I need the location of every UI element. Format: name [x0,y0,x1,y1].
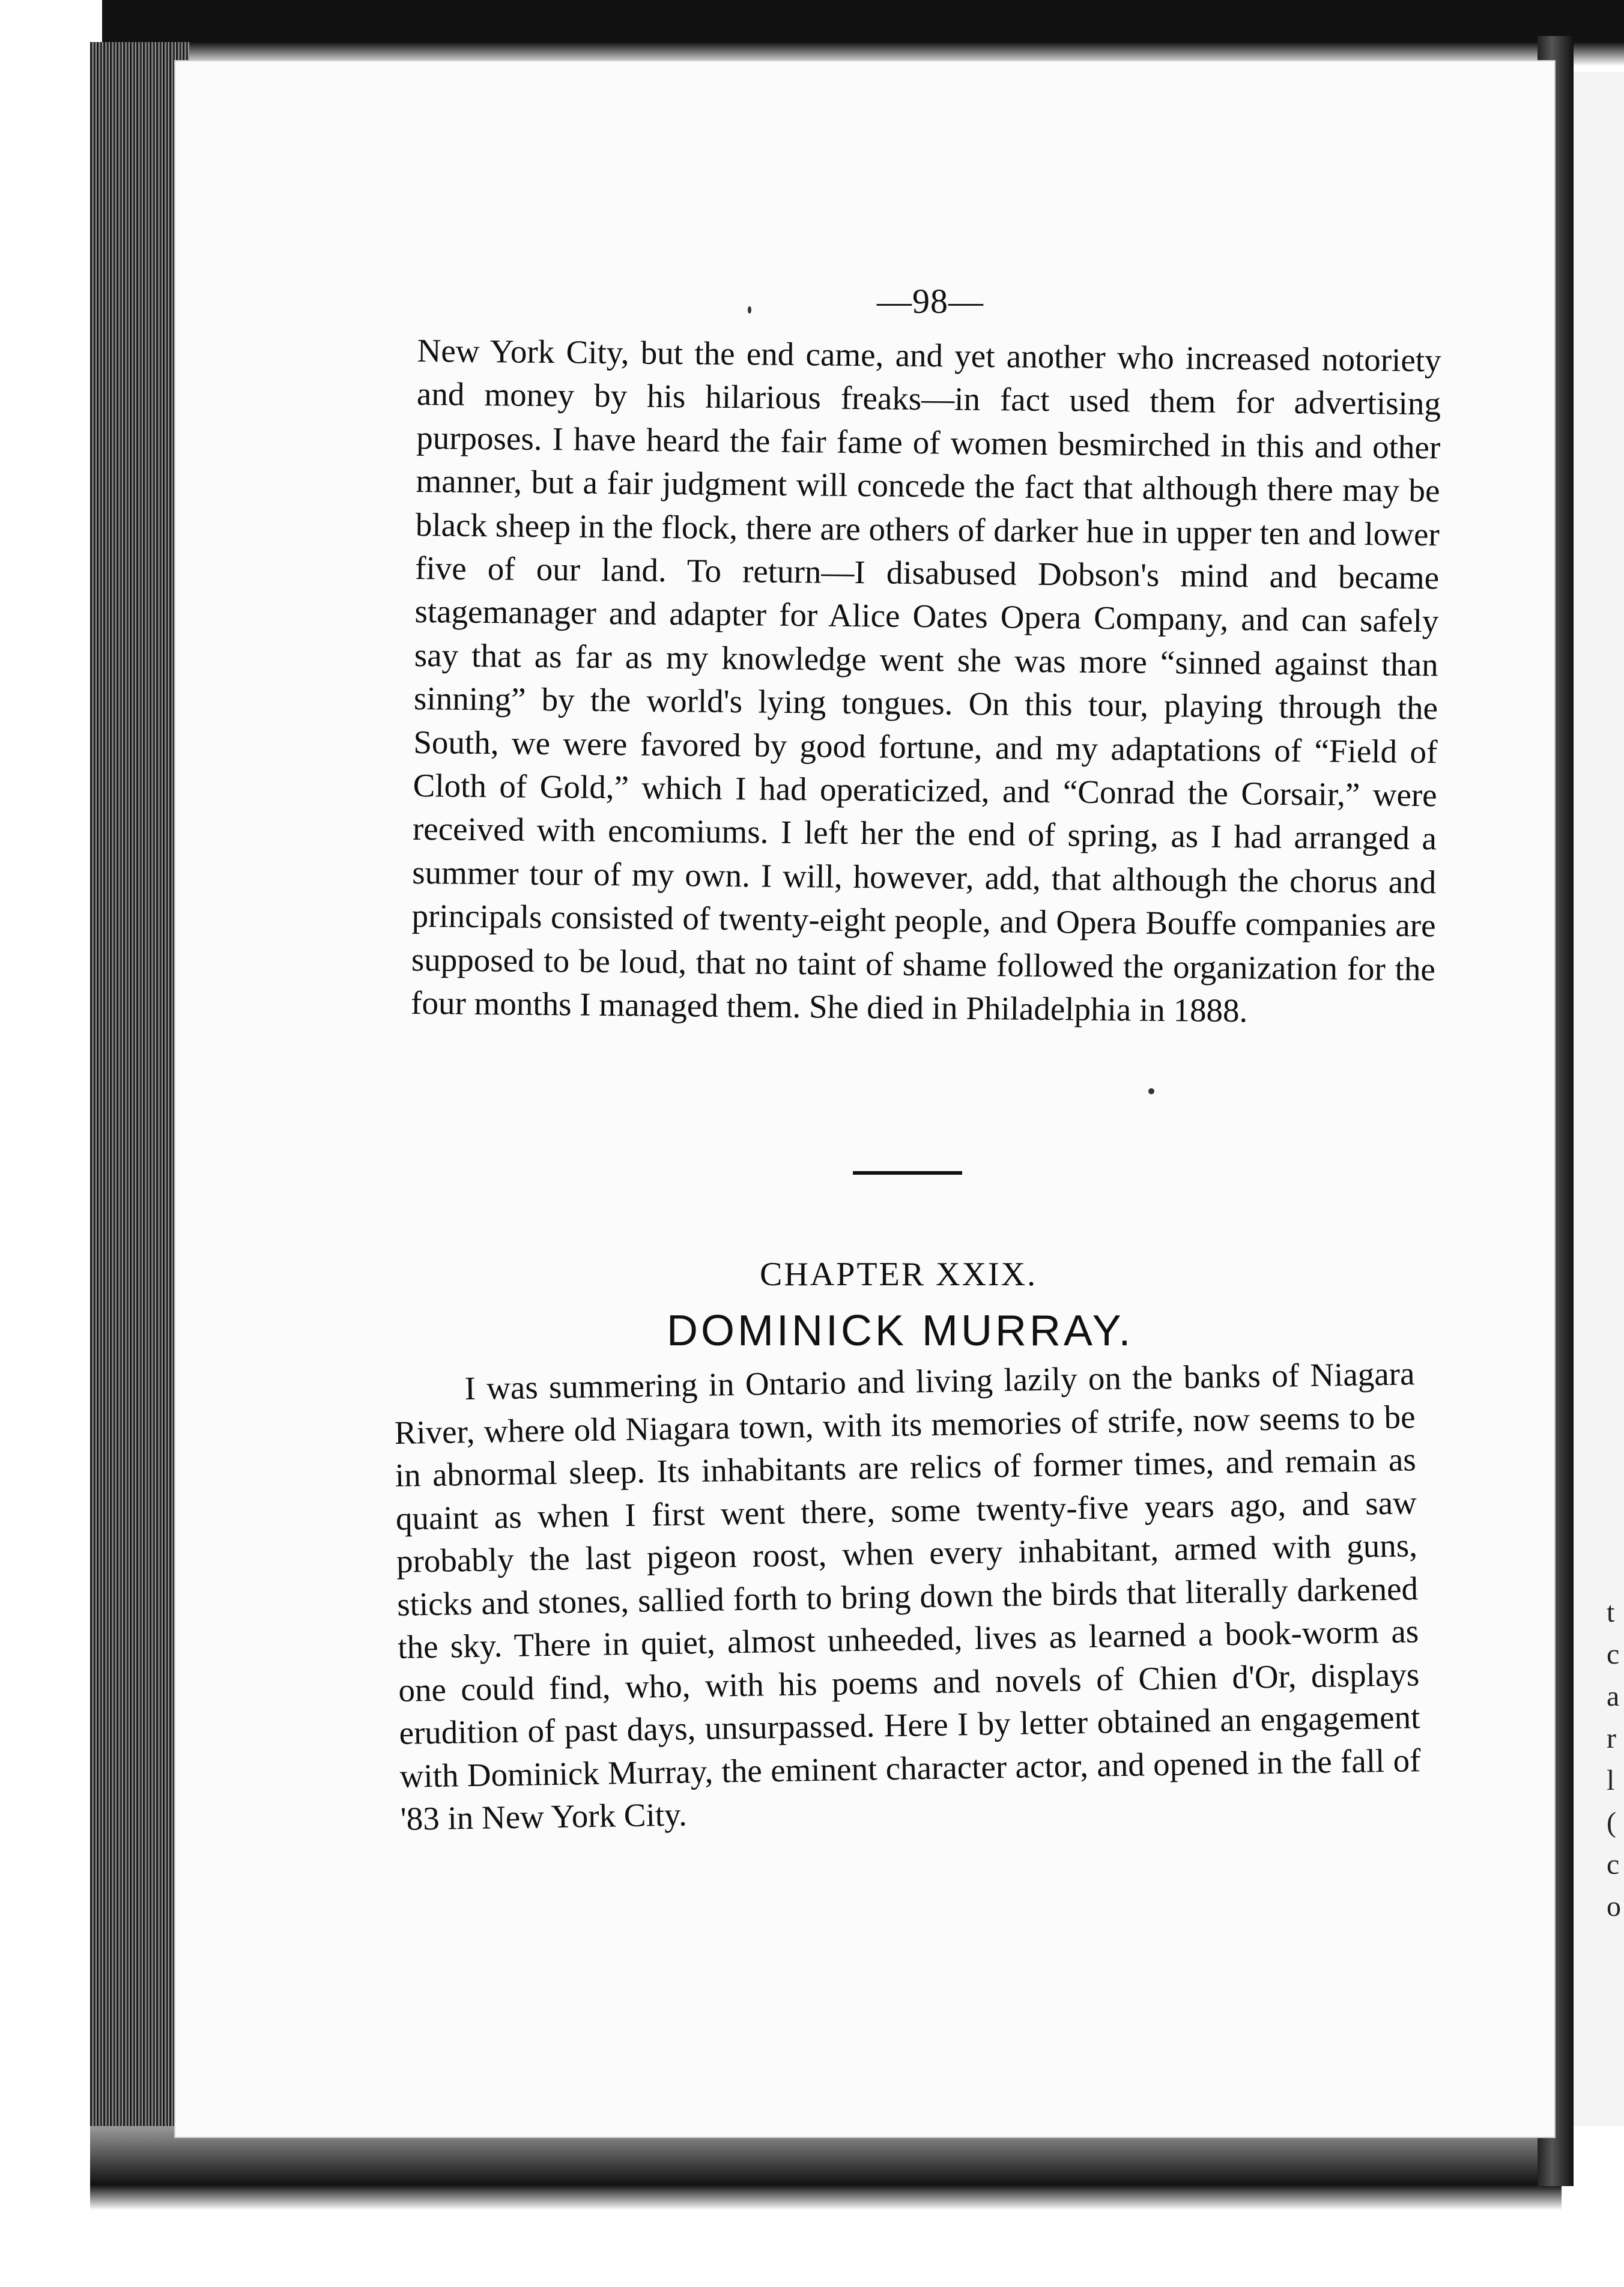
section-divider [853,1171,962,1175]
chapter-text-block [393,1352,1422,1840]
book-bottom-edge [90,2126,1562,2210]
continued-paragraph: New York City, but the end came, and yet another who increased notoriety and money by his hilarious freaks—in fact used them for advertising purposes. I have heard the fair fame of women besmirched in this and other manner, but a fair judgment will concede the fact that although there may be black sheep in the flock, there are others of darker hue in upper ten and lower five of our land. To return—I disabused Dobson's mind and became stagemanager and adapter for Alice Oates Opera Company, and can safely say that as far as my knowledge went she was more “sinned against than sinning” by the world's lying tongues. On this tour, playing through the South, we were favored by good fortune, and my adaptations of “Field of Cloth of Gold,” which I had operaticized, and “Conrad the Corsair,” were received with encomiums. I left her the end of spring, as I had arranged a summer tour of my own. I will, however, add, that although the chorus and principals consisted of twenty-eight people, and Opera Bouffe companies are supposed to be loud, that no taint of shame followed the organization for the four months I managed them. She died in Philadelphia in 1888. [410,332,1441,1029]
adjacent-page-edge-text: t c a r l ( c o [1607,1596,1621,1922]
chapter-title: DOMINICK MURRAY. [667,1307,1134,1355]
continued-text-block [411,329,1441,1035]
chapter-label: CHAPTER XXIX. [760,1256,1038,1293]
scan-top-border [0,0,1624,66]
print-speck [1148,1088,1154,1094]
page-number: —98— [877,282,984,321]
print-speck [748,306,751,314]
scan-left-border [0,0,102,2287]
chapter-paragraph: I was summering in Ontario and living lazily on the banks of Niagara River, where old Niagara town, with its memories of strife, now seems to be in abnormal sleep. Its inhabitants are relics of former times, and remain as quaint as when I first went there, some twenty-five years ago, and saw probably the last pigeon roost, when every inhabitant, armed with guns, sticks and stones, sallied forth to bring down the birds that literally darkened the sky. There in quiet, almost unheeded, lives as learned a book-worm as one could find, who, with his poems and novels of Chien d'Or, displays erudition of past days, unsurpassed. Here I by letter obtained an engagement with Dominick Murray, the eminent character actor, and opened in the fall of '83 in New York City. [394,1355,1421,1837]
